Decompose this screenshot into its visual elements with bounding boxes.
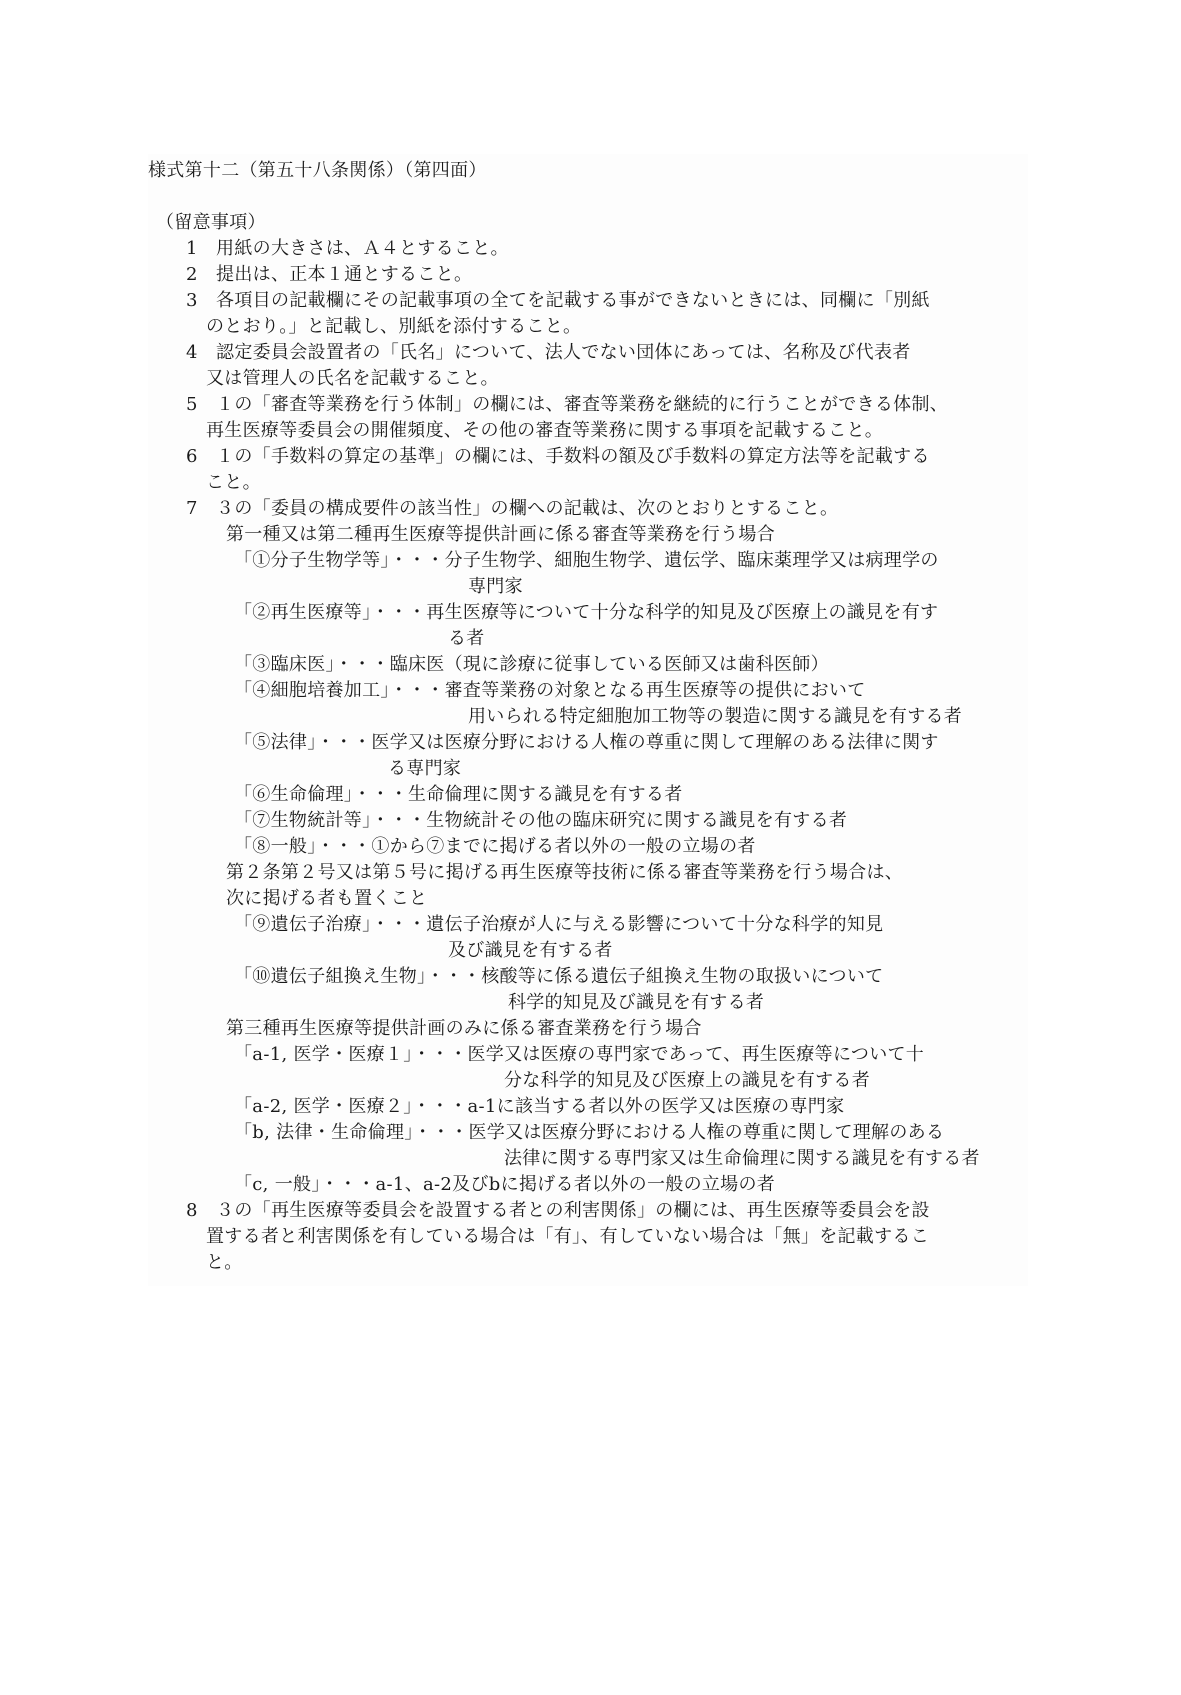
subsection-article2-cont: 次に掲げる者も置くこと — [226, 888, 428, 909]
member-5-cont: る専門家 — [388, 758, 462, 779]
member-a2: 「a-2, 医学・医療２」・・・a-1に該当する者以外の医学又は医療の専門家 — [234, 1096, 845, 1117]
notes-heading: （留意事項） — [156, 212, 266, 233]
note-item-6: 6 １の「手数料の算定の基準」の欄には、手数料の額及び手数料の算定方法等を記載する — [186, 446, 930, 467]
member-7: 「⑦生物統計等」・・・生物統計その他の臨床研究に関する識見を有する者 — [234, 810, 848, 831]
subsection-type3: 第三種再生医療等提供計画のみに係る審査業務を行う場合 — [226, 1018, 702, 1039]
member-9: 「⑨遺伝子治療」・・・遺伝子治療が人に与える影響について十分な科学的知見 — [234, 914, 884, 935]
member-6: 「⑥生命倫理」・・・生命倫理に関する識見を有する者 — [234, 784, 683, 805]
note-item-1: 1 用紙の大きさは、Ａ４とすること。 — [186, 238, 509, 259]
note-item-3-cont: のとおり。」と記載し、別紙を添付すること。 — [206, 316, 582, 337]
note-item-3: 3 各項目の記載欄にその記載事項の全てを記載する事ができないときには、同欄に「別紙 — [186, 290, 930, 311]
member-9-cont: 及び識見を有する者 — [448, 940, 613, 961]
member-c: 「c, 一般」・・・a-1、a-2及びbに掲げる者以外の一般の立場の者 — [234, 1174, 776, 1195]
member-a1-cont: 分な科学的知見及び医療上の識見を有する者 — [504, 1070, 870, 1091]
member-2-cont: る者 — [448, 628, 485, 649]
member-b: 「b, 法律・生命倫理」・・・医学又は医療分野における人権の尊重に関して理解のある — [234, 1122, 945, 1143]
member-1: 「①分子生物学等」・・・分子生物学、細胞生物学、遺伝学、臨床薬理学又は病理学の — [234, 550, 939, 571]
note-item-7: 7 ３の「委員の構成要件の該当性」の欄への記載は、次のとおりとすること。 — [186, 498, 839, 519]
note-item-5: 5 １の「審査等業務を行う体制」の欄には、審査等業務を継続的に行うことができる体制、 — [186, 394, 949, 415]
member-1-cont: 専門家 — [468, 576, 523, 597]
member-4-cont: 用いられる特定細胞加工物等の製造に関する識見を有する者 — [468, 706, 963, 727]
member-10: 「⑩遺伝子組換え生物」・・・核酸等に係る遺伝子組換え生物の取扱いについて — [234, 966, 884, 987]
note-item-6-cont: こと。 — [206, 472, 261, 493]
member-b-cont: 法律に関する専門家又は生命倫理に関する識見を有する者 — [504, 1148, 980, 1169]
note-item-4: 4 認定委員会設置者の「氏名」について、法人でない団体にあっては、名称及び代表者 — [186, 342, 911, 363]
member-10-cont: 科学的知見及び識見を有する者 — [508, 992, 765, 1013]
note-item-2: 2 提出は、正本１通とすること。 — [186, 264, 473, 285]
member-5: 「⑤法律」・・・医学又は医療分野における人権の尊重に関して理解のある法律に関す — [234, 732, 939, 753]
form-title: 様式第十二（第五十八条関係）（第四面） — [148, 160, 487, 181]
note-item-5-cont: 再生医療等委員会の開催頻度、その他の審査等業務に関する事項を記載すること。 — [206, 420, 884, 441]
note-item-8-cont2: と。 — [206, 1252, 243, 1273]
note-item-8-cont: 置する者と利害関係を有している場合は「有」、有していない場合は「無」を記載するこ — [206, 1226, 929, 1247]
member-4: 「④細胞培養加工」・・・審査等業務の対象となる再生医療等の提供において — [234, 680, 866, 701]
note-item-8: 8 ３の「再生医療等委員会を設置する者との利害関係」の欄には、再生医療等委員会を設 — [186, 1200, 930, 1221]
member-2: 「②再生医療等」・・・再生医療等について十分な科学的知見及び医療上の識見を有す — [234, 602, 939, 623]
member-3: 「③臨床医」・・・臨床医（現に診療に従事している医師又は歯科医師） — [234, 654, 829, 675]
subsection-article2: 第２条第２号又は第５号に掲げる再生医療等技術に係る審査等業務を行う場合は、 — [226, 862, 904, 883]
member-a1: 「a-1, 医学・医療１」・・・医学又は医療の専門家であって、再生医療等について十 — [234, 1044, 925, 1065]
note-item-4-cont: 又は管理人の氏名を記載すること。 — [206, 368, 499, 389]
subsection-type1-2: 第一種又は第二種再生医療等提供計画に係る審査等業務を行う場合 — [226, 524, 775, 545]
member-8: 「⑧一般」・・・①から⑦までに掲げる者以外の一般の立場の者 — [234, 836, 756, 857]
